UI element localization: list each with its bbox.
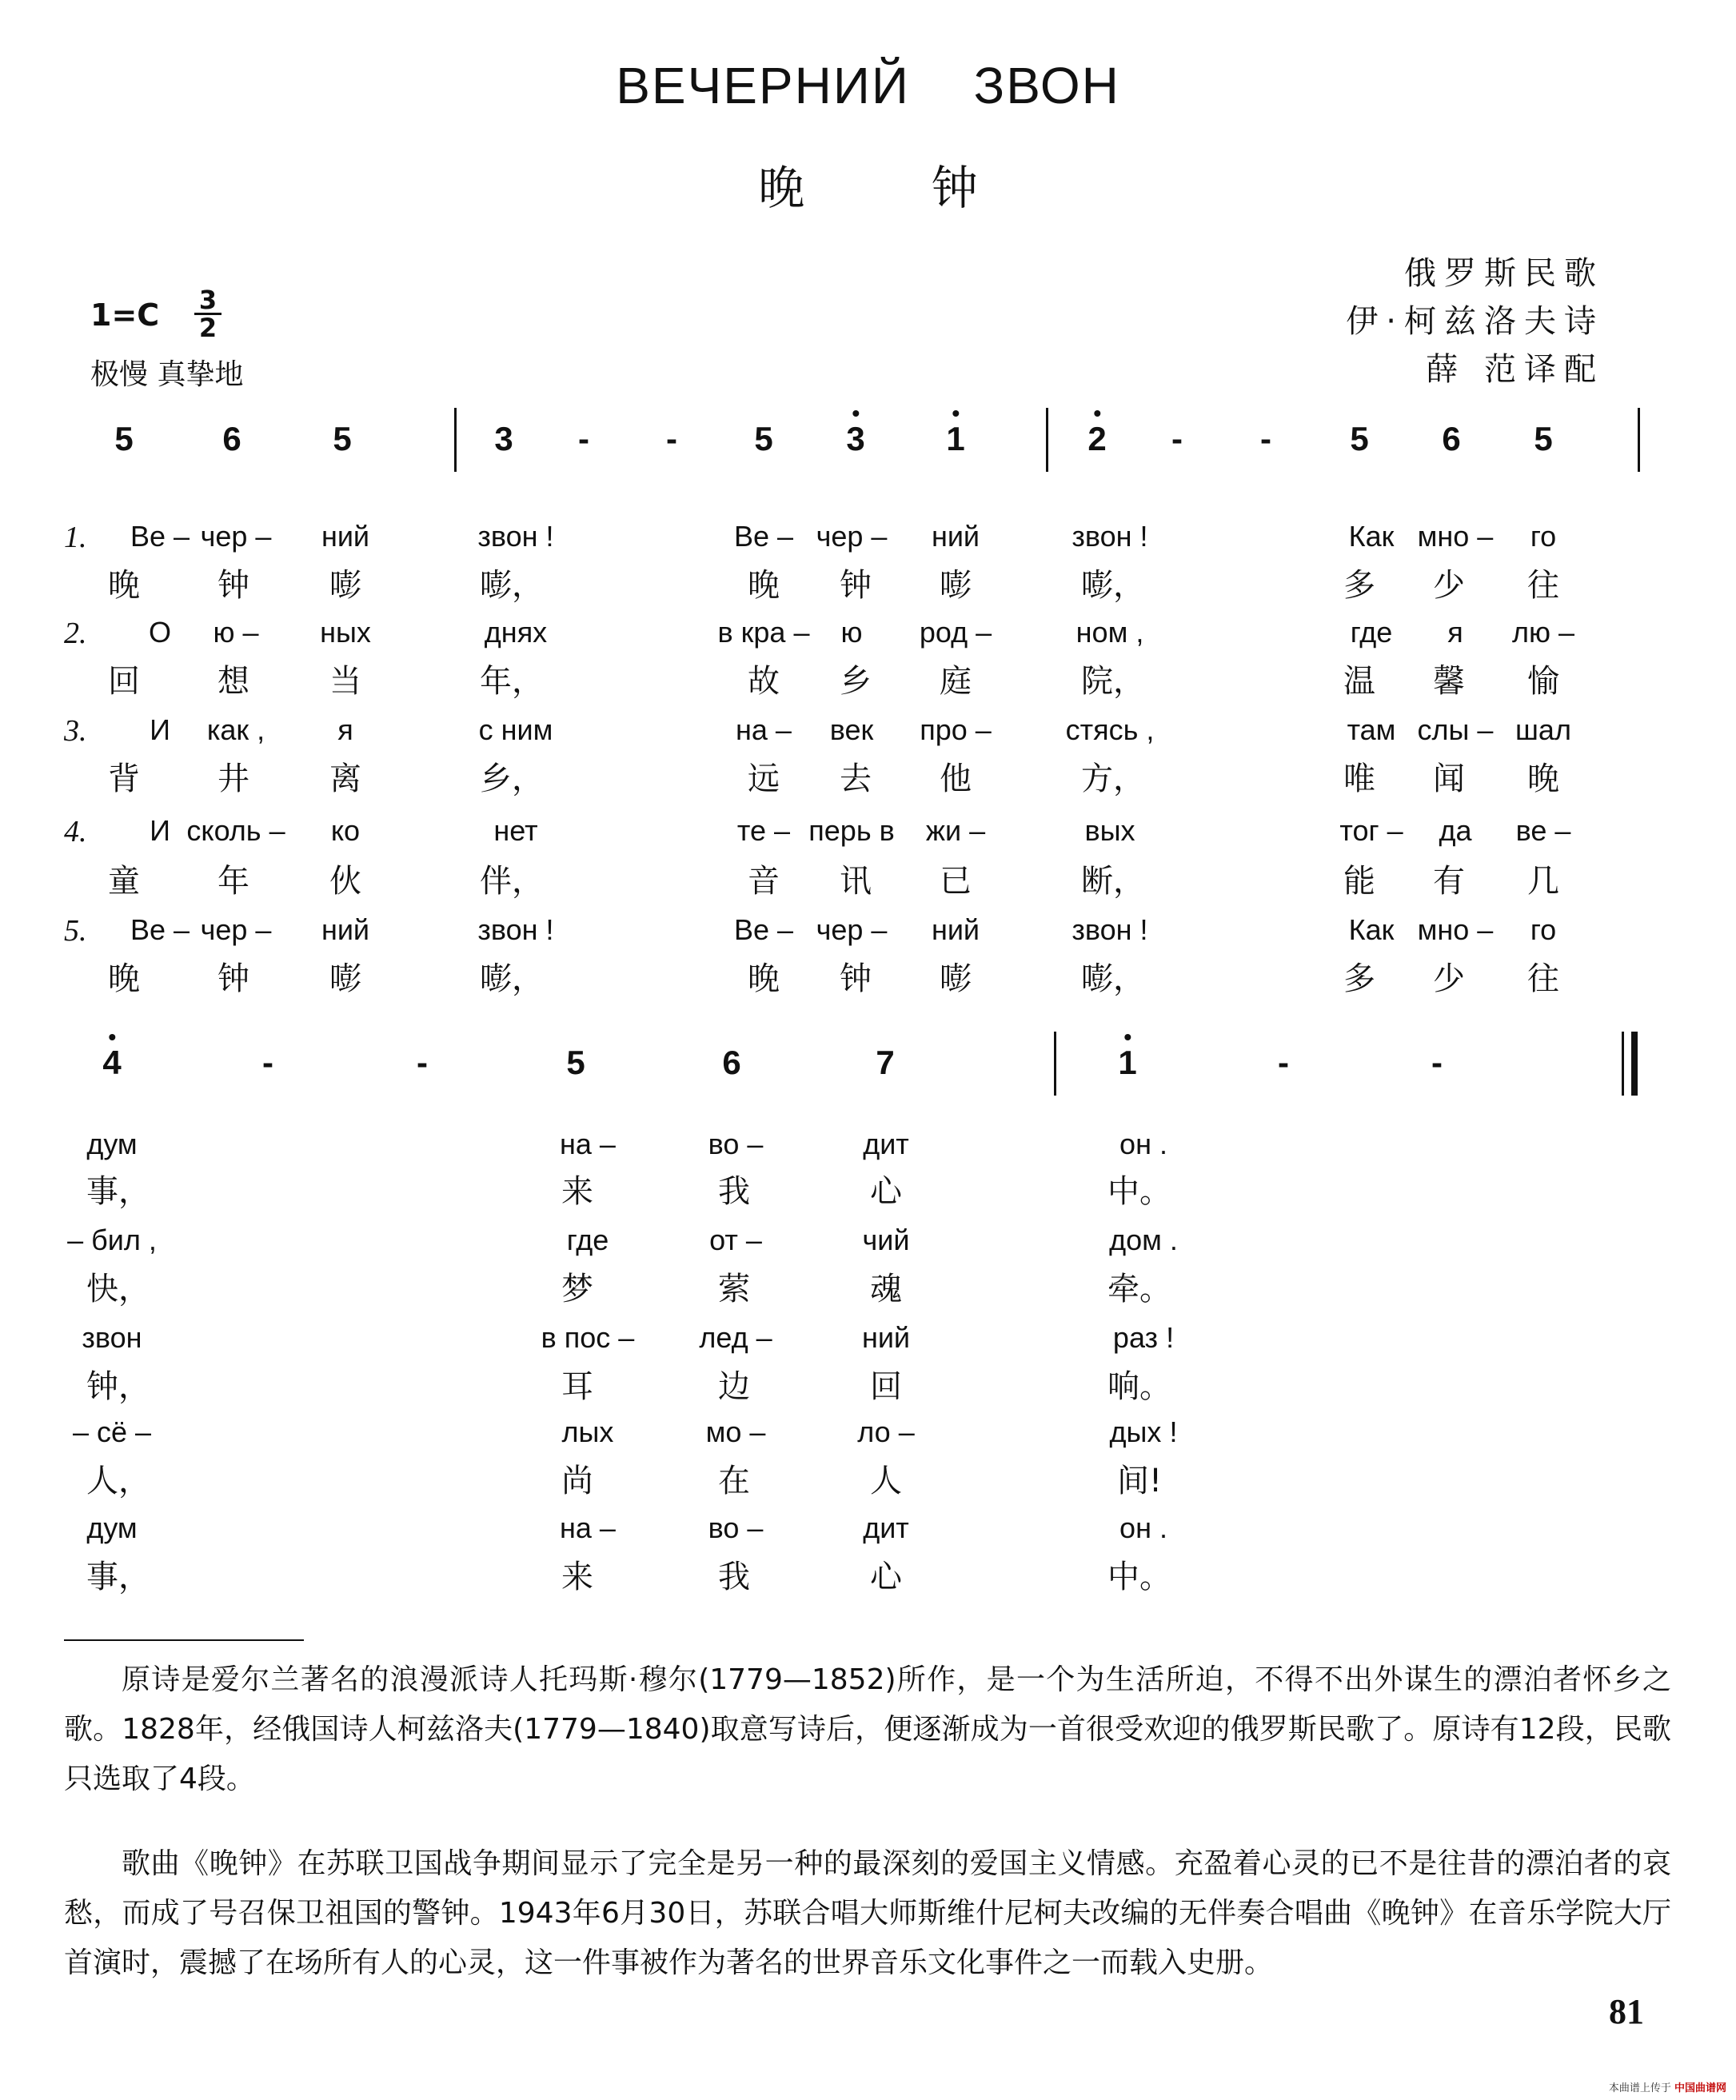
lyric-chinese: 几 [1527,863,1559,900]
note: 6 [222,420,241,457]
lyric-chinese: 往 [1527,567,1559,604]
lyric-chinese: 有 [1433,863,1465,900]
lyric-chinese: 往 [1527,960,1559,997]
lyric-russian: чер – [816,520,888,553]
lyric-chinese: 能 [1343,863,1375,900]
note: 5 [566,1044,585,1081]
lyric-chinese: 故 [748,663,780,700]
lyric-russian: на – [560,1511,616,1544]
lyric-chinese: 钟 [840,960,872,997]
lyric-russian: звон ! [1072,520,1148,553]
lyric-russian: как , [206,713,265,746]
lyric-chinese: 快， [86,1271,150,1308]
lyric-russian: во – [708,1128,764,1160]
lyric-chinese: 背 [108,761,140,797]
lyric-russian: слы – [1417,713,1494,746]
lyric-chinese: 多 [1343,567,1375,604]
lyric-chinese: 事， [86,1559,150,1595]
note: 6 [1442,420,1461,457]
lyric-russian: ном , [1076,616,1144,649]
lyric-russian: ний [931,913,980,946]
lyric-russian: на – [736,713,792,746]
lyric-chinese: 我 [718,1559,750,1595]
octave-dot [109,1034,115,1040]
lyric-russian: ло – [857,1415,915,1448]
lyric-russian: Ве – [130,913,190,946]
lyric-chinese: 嘭， [1081,567,1145,604]
lyric-chinese: 在 [718,1463,750,1499]
lyric-chinese: 晚 [748,567,780,604]
lyric-chinese: 音 [748,863,780,900]
lyric-russian: Ве – [733,913,794,946]
lyric-chinese: 童 [108,863,140,900]
lyric-russian: – сё – [72,1415,152,1448]
lyric-chinese: 多 [1343,960,1375,997]
lyric-chinese: 年， [480,663,544,700]
lyric-russian: дум [86,1128,138,1160]
lyric-chinese: 伴， [480,863,544,900]
lyric-russian: чер – [200,913,272,946]
lyric-russian: дом . [1109,1224,1178,1256]
lyric-chinese: 人， [86,1463,150,1499]
lyric-chinese: 讯 [840,863,872,900]
lyric-russian: ко [330,814,361,847]
lyric-russian: век [829,713,874,746]
note: 3 [494,420,513,457]
lyric-chinese: 回 [108,663,140,700]
lyric-russian: где [566,1224,609,1256]
lyric-chinese: 中。 [1107,1173,1171,1210]
final-barline-thick [1631,1032,1638,1096]
lyric-russian: род – [919,616,992,649]
lyric-russian: я [337,713,353,746]
page-number: 81 [1609,1992,1644,2031]
lyric-russian: те – [736,814,791,847]
note: 6 [722,1044,741,1081]
lyric-russian: мно – [1417,913,1494,946]
lyric-russian: он . [1119,1511,1167,1544]
lyric-chinese: 萦 [718,1271,750,1308]
barline [1638,408,1640,472]
lyric-russian: И [150,814,170,847]
sustain-dash: - [1171,420,1183,457]
note: 3 [846,420,864,458]
lyric-russian: лых [561,1415,614,1448]
note: 5 [1350,420,1369,457]
lyric-chinese: 我 [718,1173,750,1210]
lyric-chinese: 院， [1081,663,1145,700]
lyric-chinese: 断， [1081,863,1145,900]
lyric-chinese: 嘭 [940,960,972,997]
footnote-rule [64,1639,304,1641]
lyric-chinese: 乡， [480,761,544,797]
lyric-russian: лю – [1511,616,1575,649]
verse-number: 3. [64,714,87,748]
lyric-chinese: 钟 [217,960,249,997]
lyric-russian: днях [484,616,548,649]
lyric-chinese: 心 [870,1173,902,1210]
credit-translator: 薛 范译配 [1426,351,1604,388]
lyric-chinese: 来 [561,1559,593,1595]
lyric-chinese: 嘭 [940,567,972,604]
lyric-russian: Как [1348,520,1395,553]
lyric-chinese: 牵。 [1107,1271,1171,1308]
sustain-dash: - [1431,1044,1443,1081]
lyric-russian: где [1350,616,1393,649]
note: 5 [333,420,352,457]
lyric-russian: с ним [478,713,553,746]
sustain-dash: - [578,420,589,457]
lyric-russian: И [150,713,170,746]
sustain-dash: - [1278,1044,1289,1081]
octave-dot [1094,410,1100,417]
lyric-russian: мо – [705,1415,766,1448]
lyric-chinese: 心 [870,1559,902,1595]
lyric-chinese: 愉 [1527,663,1559,700]
lyric-chinese: 想 [217,663,249,700]
barline [1046,408,1048,472]
lyric-chinese: 馨 [1433,663,1465,700]
lyric-chinese: 温 [1343,663,1375,700]
lyric-chinese: 当 [329,663,361,700]
lyric-russian: чер – [816,913,888,946]
note: 5 [1534,420,1553,457]
lyric-russian: там [1347,713,1396,746]
note: 1 [1118,1044,1136,1082]
lyric-russian: про – [920,713,992,746]
barline [1054,1032,1056,1096]
verse-number: 4. [64,815,87,848]
lyric-chinese: 离 [329,761,361,797]
lyric-chinese: 晚 [108,960,140,997]
note-paragraph-1: 原诗是爱尔兰著名的浪漫派诗人托玛斯·穆尔(1779—1852)所作，是一个为生活所迫，不得不出外谋生的漂泊者怀乡之歌。1828年，经俄国诗人柯兹洛夫(1779—1840)取意写诗后，便逐渐成为一首很受欢迎的俄罗斯民歌了。原诗有12段，民歌只选取了4段。 [64,1663,1671,1795]
octave-dot [852,410,859,417]
time-signature-top: 3 [198,285,217,315]
lyric-chinese: 嘭 [329,960,361,997]
lyric-russian: дит [863,1128,909,1160]
lyric-chinese: 去 [840,761,872,797]
lyric-russian: в кра – [717,616,810,649]
sustain-dash: - [1260,420,1271,457]
credit-origin: 俄罗斯民歌 [1404,255,1604,292]
sustain-dash: - [666,420,677,457]
barline [454,408,457,472]
lyric-chinese: 他 [940,761,972,797]
lyric-russian: звон [82,1321,142,1354]
lyric-chinese: 尚 [561,1463,593,1499]
lyric-russian: Ве – [130,520,190,553]
lyric-russian: тог – [1339,814,1403,847]
time-signature-bottom: 2 [198,313,217,343]
lyric-chinese: 远 [748,761,780,797]
song-title-russian: ВЕЧЕРНИЙ ЗВОН [616,57,1120,114]
lyric-chinese: 边 [718,1368,750,1405]
lyric-russian: да [1439,814,1472,847]
lyric-russian: шал [1515,713,1571,746]
lyric-chinese: 方， [1081,761,1145,797]
lyric-chinese: 晚 [748,960,780,997]
verse-number: 2. [64,617,87,650]
lyric-chinese: 嘭， [480,567,544,604]
lyric-russian: вых [1084,814,1135,847]
note: 7 [876,1044,895,1081]
upload-footer [1609,2079,1726,2094]
key-signature: 1=C [90,297,160,333]
song-title-chinese: 晚 钟 [758,161,978,215]
lyric-russian: ний [861,1321,911,1354]
lyric-russian: я [1447,616,1463,649]
lyric-chinese: 间! [1116,1463,1163,1499]
lyric-russian: звон ! [477,913,554,946]
footer-site: 中国曲谱网 [1674,2082,1726,2094]
lyric-russian: ных [320,616,371,649]
lyric-russian: лед – [699,1321,772,1354]
octave-dot [952,410,959,417]
lyric-chinese: 魂 [870,1271,902,1308]
lyric-russian: чер – [200,520,272,553]
lyric-chinese: 晚 [1527,761,1559,797]
lyric-chinese: 回 [870,1368,902,1405]
note: 1 [946,420,964,458]
lyric-russian: го [1530,913,1557,946]
note: 5 [114,420,134,457]
lyric-russian: ний [931,520,980,553]
lyric-chinese: 乡 [840,663,872,700]
lyric-russian: дум [86,1511,138,1544]
lyric-russian: на – [560,1128,616,1160]
verse-number: 1. [64,521,87,554]
lyric-russian: ний [321,520,370,553]
lyric-chinese: 闻 [1433,761,1465,797]
lyric-russian: в пос – [541,1321,635,1354]
final-barline-thin [1622,1032,1624,1096]
lyric-russian: от – [709,1224,762,1256]
lyric-chinese: 嘭， [480,960,544,997]
lyric-chinese: 嘭， [1081,960,1145,997]
lyric-russian: во – [708,1511,764,1544]
lyric-russian: жи – [925,814,986,847]
lyric-chinese: 少 [1433,960,1465,997]
lyric-russian: ний [321,913,370,946]
lyric-chinese: 人 [870,1463,902,1499]
lyric-russian: го [1530,520,1557,553]
lyric-chinese: 事， [86,1173,150,1210]
lyric-russian: раз ! [1112,1321,1175,1354]
verse-number: 5. [64,914,87,948]
lyric-russian: звон ! [477,520,554,553]
time-signature [194,285,221,343]
sustain-dash: - [417,1044,428,1081]
note: 5 [754,420,773,457]
octave-dot [1124,1034,1131,1040]
lyric-russian: Ве – [733,520,794,553]
note-paragraph-2: 歌曲《晚钟》在苏联卫国战争期间显示了完全是另一种的最深刻的爱国主义情感。充盈着心灵的已不是往昔的漂泊者的哀愁，而成了号召保卫祖国的警钟。1943年6月30日，苏联合唱大师斯维什尼柯夫改编的无伴奏合唱曲《晚钟》在音乐学院大厅首演时，震撼了在场所有人的心灵，这一件事被作为著名的世界音乐文化事件之一而载入史册。 [64,1847,1671,1979]
lyric-chinese: 井 [217,761,249,797]
lyric-russian: звон ! [1072,913,1148,946]
lyric-chinese: 来 [561,1173,593,1210]
lyric-russian: нет [493,814,538,847]
lyric-russian: он . [1119,1128,1167,1160]
lyric-chinese: 钟， [86,1368,150,1405]
lyric-russian: О [148,616,172,649]
lyric-chinese: 嘭 [329,567,361,604]
lyric-russian: дит [863,1511,909,1544]
lyric-chinese: 伙 [329,863,361,900]
lyric-russian: мно – [1417,520,1494,553]
sustain-dash: - [262,1044,273,1081]
lyric-russian: чий [862,1224,910,1256]
lyric-chinese: 钟 [840,567,872,604]
lyric-chinese: 钟 [217,567,249,604]
lyric-russian: ве – [1515,814,1571,847]
lyric-russian: ю – [213,616,259,649]
lyric-chinese: 晚 [108,567,140,604]
lyric-russian: перь в [808,814,895,847]
lyric-chinese: 耳 [561,1368,593,1405]
note: 4 [102,1044,121,1082]
tempo-marking: 极慢 真挚地 [90,358,244,391]
credit-lyricist: 伊·柯兹洛夫诗 [1346,303,1604,340]
lyric-chinese: 中。 [1107,1559,1171,1595]
lyric-chinese: 庭 [940,663,972,700]
lyric-russian: ю [840,616,863,649]
lyric-chinese: 梦 [561,1271,593,1308]
lyric-chinese: 少 [1433,567,1465,604]
lyric-chinese: 已 [940,863,972,900]
lyric-russian: стясь , [1065,713,1155,746]
note: 2 [1087,420,1106,458]
lyric-chinese: 唯 [1343,761,1375,797]
lyric-russian: Как [1348,913,1395,946]
lyric-chinese: 响。 [1107,1368,1171,1405]
lyric-russian: дых ! [1109,1415,1178,1448]
footer-prefix: 本曲谱上传于 [1608,2082,1671,2094]
lyric-russian: – бил , [67,1224,157,1256]
lyric-russian: сколь – [186,814,285,847]
lyric-chinese: 年 [217,863,249,900]
